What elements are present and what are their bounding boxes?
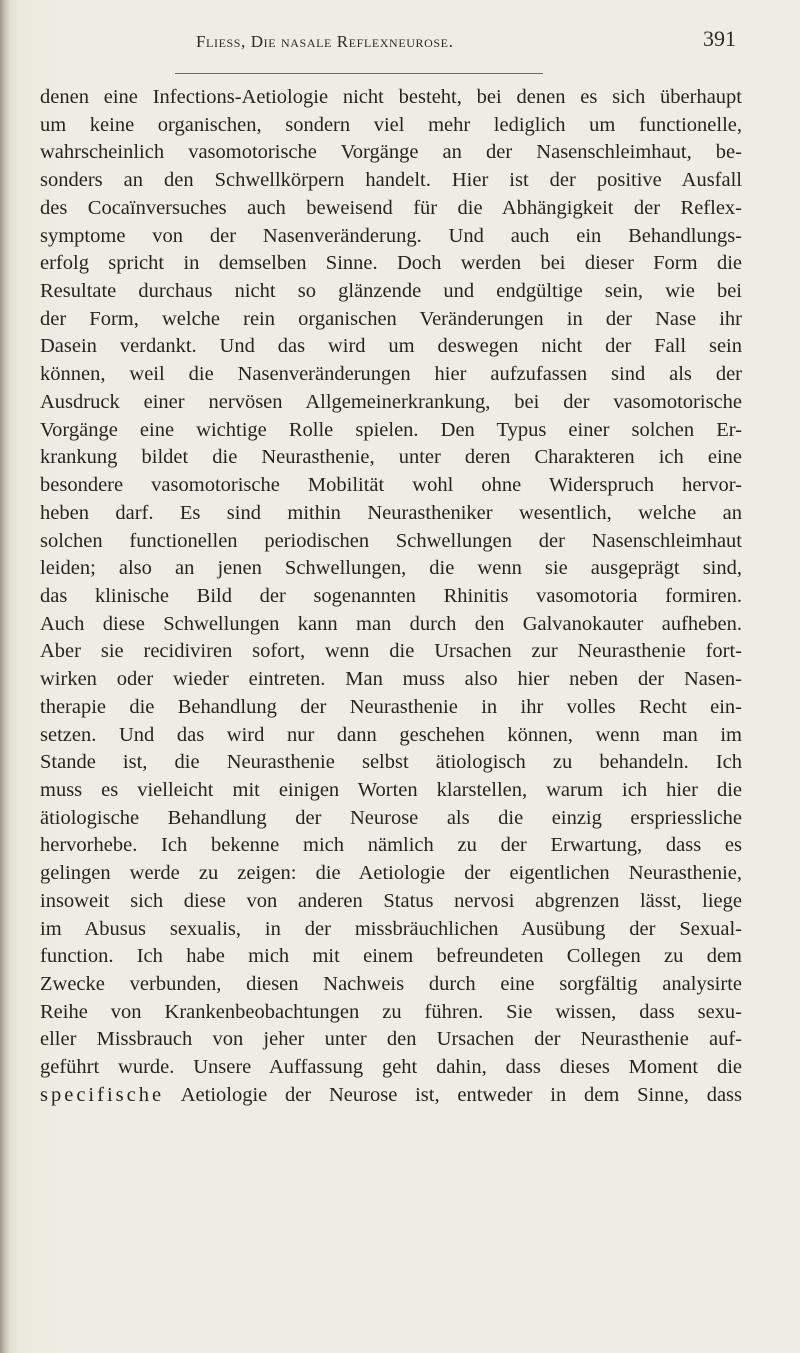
header-rule: [175, 73, 543, 74]
text-line: heben darf. Es sind mithin Neurastheniker wesentlich, welche an: [40, 501, 742, 524]
text-line: symptome von der Nasenveränderung. Und auch ein Behandlungs-: [40, 224, 742, 247]
text-line-rest: Aetiologie der Neurose ist, entweder in dem Sinne, dass: [164, 1083, 742, 1106]
text-line: der Form, welche rein organischen Veränderungen in der Nase ihr: [40, 307, 742, 330]
text-line: leiden; also an jenen Schwellungen, die wenn sie ausgeprägt sind,: [40, 557, 742, 580]
text-line: können, weil die Nasenveränderungen hier aufzufassen sind als der: [40, 363, 742, 386]
text-line: des Cocaïnversuches auch beweisend für die Abhängigkeit der Reflex-: [40, 196, 742, 219]
running-head: Fliess, Die nasale Reflexneurose.: [196, 32, 454, 51]
text-line: Vorgänge eine wichtige Rolle spielen. Den Typus einer solchen Er-: [40, 418, 742, 441]
text-line: Resultate durchaus nicht so glänzende und endgültige sein, wie bei: [40, 280, 742, 303]
page-number: 391: [703, 26, 736, 51]
text-line: Dasein verdankt. Und das wird um deswegen nicht der Fall sein: [40, 335, 742, 358]
text-line: muss es vielleicht mit einigen Worten klarstellen, warum ich hier die: [40, 778, 742, 801]
binding-edge: [0, 0, 10, 1353]
text-line-last: [40, 1082, 742, 1110]
text-line: eller Missbrauch von jeher unter den Ursachen der Neurasthenie auf-: [40, 1028, 742, 1051]
text-line: Aber sie recidiviren sofort, wenn die Ursachen zur Neurasthenie fort-: [40, 640, 742, 663]
text-line: ätiologische Behandlung der Neurose als die einzig erspriessliche: [40, 806, 742, 829]
text-line: solchen functionellen periodischen Schwellungen der Nasenschleimhaut: [40, 529, 742, 552]
text-line: function. Ich habe mich mit einem befreundeten Collegen zu dem: [40, 945, 742, 968]
text-line: Zwecke verbunden, diesen Nachweis durch eine sorgfältig analysirte: [40, 973, 742, 995]
text-line: wahrscheinlich vasomotorische Vorgänge an der Nasenschleimhaut, be-: [40, 141, 742, 164]
text-line: erfolg spricht in demselben Sinne. Doch werden bei dieser Form die: [40, 252, 742, 275]
text-line: Reihe von Krankenbeobachtungen zu führen. Sie wissen, dass sexu-: [40, 1000, 742, 1023]
text-line: hervorhebe. Ich bekenne mich nämlich zu der Erwartung, dass es: [40, 834, 742, 857]
text-line: krankung bildet die Neurasthenie, unter deren Charakteren ich eine: [40, 446, 742, 469]
body-text: [40, 84, 742, 1110]
text-line: setzen. Und das wird nur dann geschehen können, wenn man im: [40, 723, 742, 746]
text-line: sonders an den Schwellkörpern handelt. Hier ist der positive Ausfall: [40, 169, 742, 192]
text-line: geführt wurde. Unsere Auffassung geht dahin, dass dieses Moment die: [40, 1056, 742, 1079]
text-line: das klinische Bild der sogenannten Rhinitis vasomotoria formiren.: [40, 584, 742, 607]
text-line: Ausdruck einer nervösen Allgemeinerkrankung, bei der vasomotorische: [40, 390, 742, 413]
text-line: um keine organischen, sondern viel mehr lediglich um functionelle,: [40, 113, 742, 136]
text-line: insoweit sich diese von anderen Status nervosi abgrenzen lässt, liege: [40, 889, 742, 912]
text-line: gelingen werde zu zeigen: die Aetiologie der eigentlichen Neurasthenie,: [40, 862, 742, 885]
text-line: Stande ist, die Neurasthenie selbst ätiologisch zu behandeln. Ich: [40, 751, 742, 774]
text-line: Auch diese Schwellungen kann man durch den Galvanokauter aufheben.: [40, 612, 742, 635]
text-line: besondere vasomotorische Mobilität wohl ohne Widerspruch hervor-: [40, 474, 742, 497]
text-line: wirken oder wieder eintreten. Man muss also hier neben der Nasen-: [40, 668, 742, 691]
text-line: im Abusus sexualis, in der missbräuchlichen Ausübung der Sexual-: [40, 917, 742, 940]
page-header: [196, 26, 736, 60]
text-line: denen eine Infections-Aetiologie nicht besteht, bei denen es sich überhaupt: [40, 86, 742, 108]
emphasized-word: specifische: [40, 1083, 165, 1106]
text-line: therapie die Behandlung der Neurasthenie in ihr volles Recht ein-: [40, 695, 742, 718]
